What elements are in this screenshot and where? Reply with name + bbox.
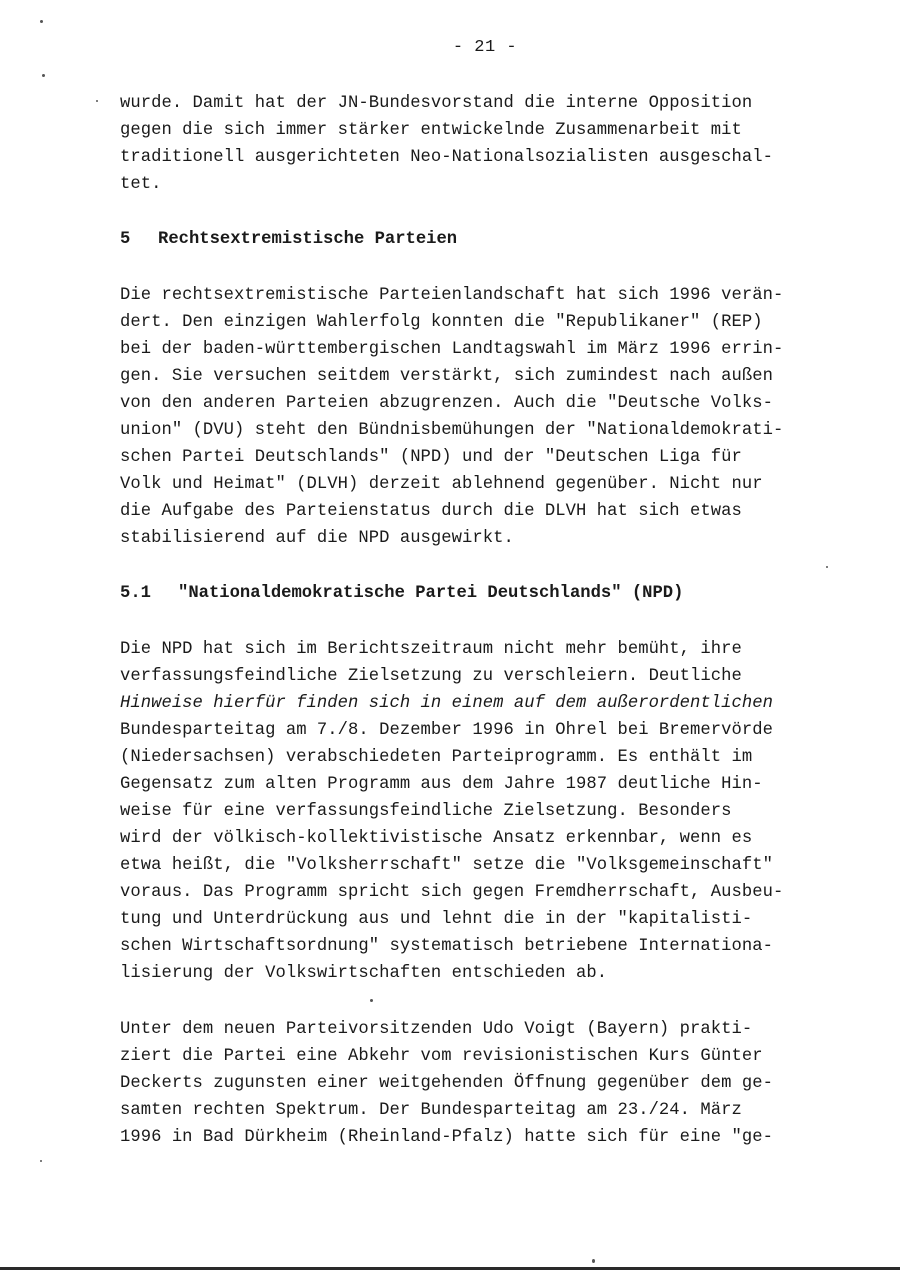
- section-heading-5: [120, 226, 850, 253]
- text-line: Bundesparteitag am 7./8. Dezember 1996 in Ohrel bei Bremervörde: [120, 721, 773, 740]
- section-number: 5: [120, 230, 131, 249]
- section-heading-5-1: [120, 580, 850, 607]
- text-line: Die NPD hat sich im Berichtszeitraum nicht mehr bemüht, ihre: [120, 640, 742, 659]
- section-title: "Nationaldemokratische Partei Deutschlands" (NPD): [178, 584, 684, 603]
- text-line: tet.: [120, 175, 162, 194]
- text-line: von den anderen Parteien abzugrenzen. Auch die "Deutsche Volks-: [120, 394, 773, 413]
- text-line: voraus. Das Programm spricht sich gegen Fremdherrschaft, Ausbeu-: [120, 883, 784, 902]
- text-line: Volk und Heimat" (DLVH) derzeit ablehnend gegenüber. Nicht nur: [120, 475, 763, 494]
- intro-paragraph: [120, 90, 850, 198]
- scan-speck: [826, 566, 828, 568]
- bottom-rule: [0, 1267, 900, 1270]
- text-line: weise für eine verfassungsfeindliche Zielsetzung. Besonders: [120, 802, 732, 821]
- text-line: tung und Unterdrückung aus und lehnt die in der "kapitalisti-: [120, 910, 753, 929]
- text-line: (Niedersachsen) verabschiedeten Parteiprogramm. Es enthält im: [120, 748, 753, 767]
- text-line: schen Partei Deutschlands" (NPD) und der "Deutschen Liga für: [120, 448, 742, 467]
- text-line: gegen die sich immer stärker entwickelnde Zusammenarbeit mit: [120, 121, 742, 140]
- section-5-paragraph: [120, 282, 850, 552]
- text-line: traditionell ausgerichteten Neo-Nationalsozialisten ausgeschal-: [120, 148, 773, 167]
- section-title: Rechtsextremistische Parteien: [158, 230, 458, 249]
- text-line: die Aufgabe des Parteienstatus durch die DLVH hat sich etwas: [120, 502, 742, 521]
- scan-speck: [42, 74, 45, 77]
- text-line: Gegensatz zum alten Programm aus dem Jahre 1987 deutliche Hin-: [120, 775, 763, 794]
- scan-speck: [96, 100, 98, 102]
- text-line: Deckerts zugunsten einer weitgehenden Öffnung gegenüber dem ge-: [120, 1074, 773, 1093]
- text-line: dert. Den einzigen Wahlerfolg konnten die "Republikaner" (REP): [120, 313, 763, 332]
- scan-speck: [370, 999, 373, 1002]
- text-line: verfassungsfeindliche Zielsetzung zu verschleiern. Deutliche: [120, 667, 742, 686]
- page-number: - 21 -: [452, 38, 518, 57]
- section-5-1-paragraph-1: [120, 636, 850, 987]
- text-line: Hinweise hierfür finden sich in einem auf dem außerordentlichen: [120, 694, 773, 713]
- text-line: lisierung der Volkswirtschaften entschieden ab.: [120, 964, 608, 983]
- text-line: samten rechten Spektrum. Der Bundesparteitag am 23./24. März: [120, 1101, 742, 1120]
- text-line: schen Wirtschaftsordnung" systematisch betriebene Internationa-: [120, 937, 773, 956]
- text-line: wurde. Damit hat der JN-Bundesvorstand die interne Opposition: [120, 94, 753, 113]
- text-line: etwa heißt, die "Volksherrschaft" setze die "Volksgemeinschaft": [120, 856, 773, 875]
- text-line: gen. Sie versuchen seitdem verstärkt, sich zumindest nach außen: [120, 367, 773, 386]
- text-line: wird der völkisch-kollektivistische Ansatz erkennbar, wenn es: [120, 829, 753, 848]
- scan-speck: [40, 1160, 42, 1162]
- text-line: Die rechtsextremistische Parteienlandschaft hat sich 1996 verän-: [120, 286, 784, 305]
- scan-speck: [592, 1259, 595, 1263]
- text-line: Unter dem neuen Parteivorsitzenden Udo Voigt (Bayern) prakti-: [120, 1020, 753, 1039]
- text-line: ziert die Partei eine Abkehr vom revisionistischen Kurs Günter: [120, 1047, 763, 1066]
- text-line: union" (DVU) steht den Bündnisbemühungen der "Nationaldemokrati-: [120, 421, 784, 440]
- text-line: bei der baden-württembergischen Landtagswahl im März 1996 errin-: [120, 340, 784, 359]
- scan-speck: [40, 20, 43, 23]
- text-line: 1996 in Bad Dürkheim (Rheinland-Pfalz) hatte sich für eine "ge-: [120, 1128, 773, 1147]
- section-5-1-paragraph-2: [120, 1016, 850, 1151]
- text-line: stabilisierend auf die NPD ausgewirkt.: [120, 529, 514, 548]
- section-number: 5.1: [120, 584, 151, 603]
